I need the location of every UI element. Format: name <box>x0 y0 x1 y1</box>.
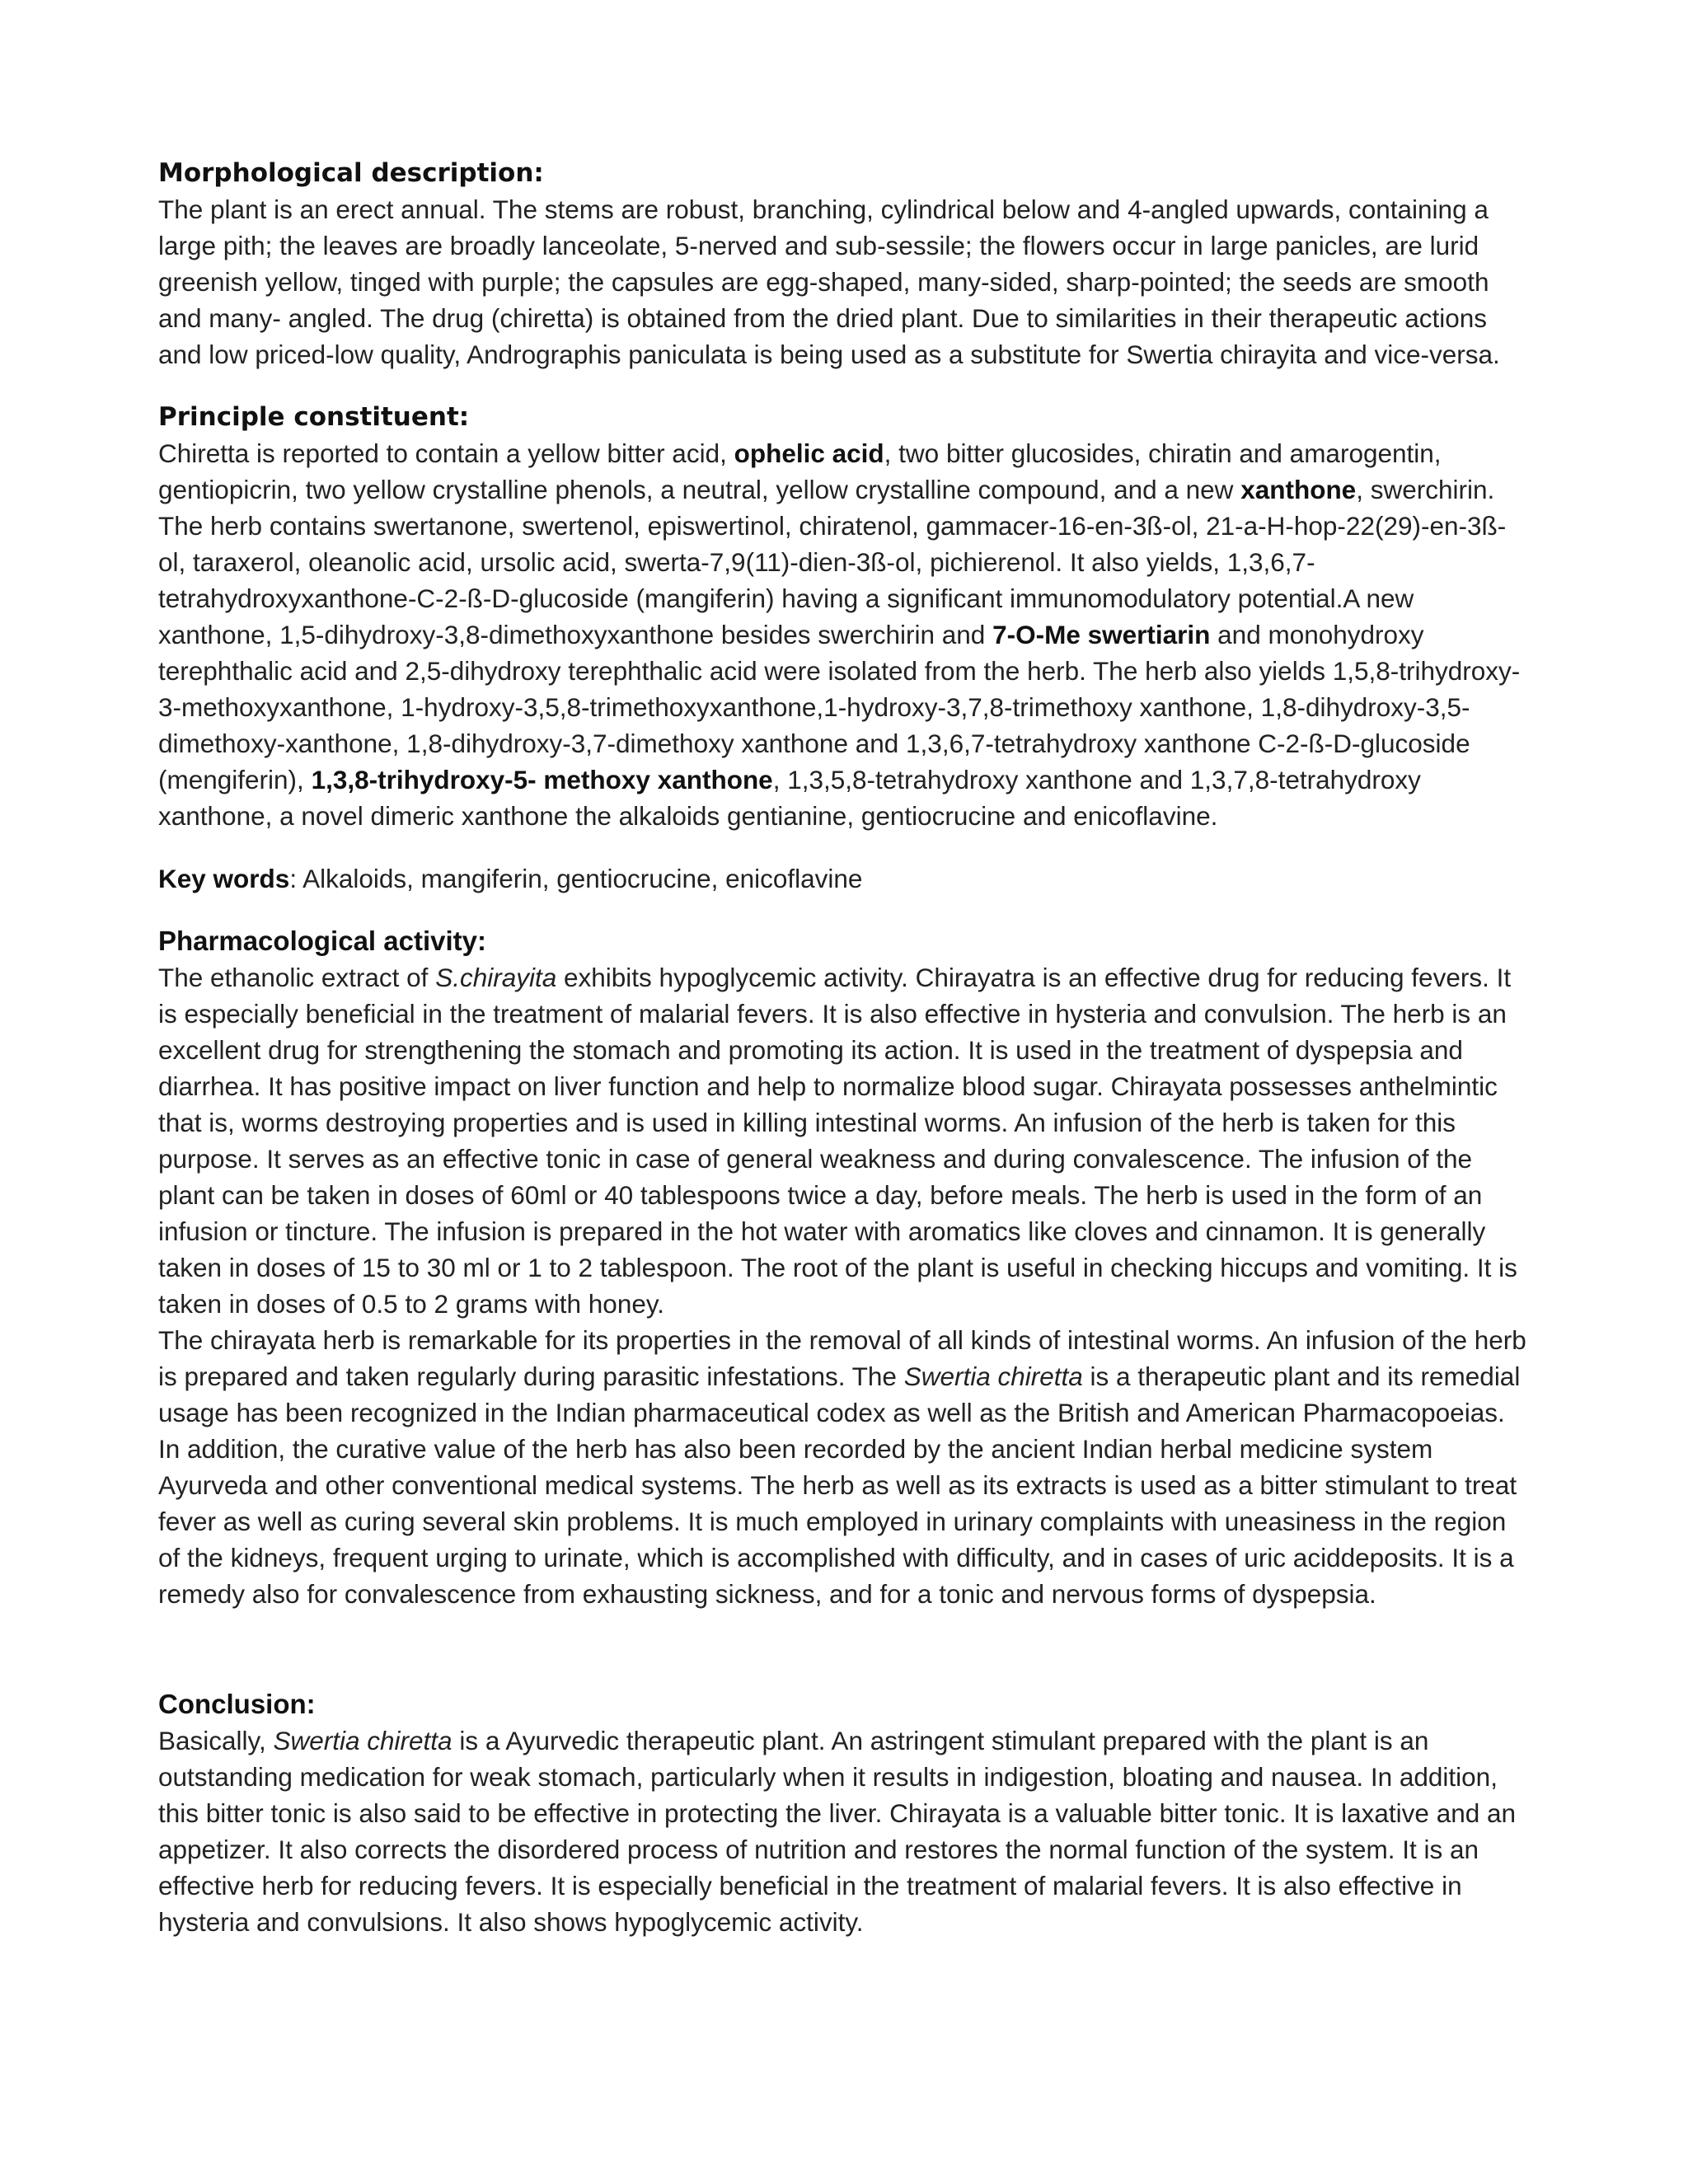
pharmacological-text-2 <box>158 1322 1526 1612</box>
xanthone-term: xanthone <box>1240 475 1357 504</box>
conclusion-text <box>158 1722 1526 1940</box>
keywords-line <box>158 860 1526 897</box>
constituent-text-part: Chiretta is reported to contain a yellow bitter acid, <box>158 438 734 468</box>
methoxy-xanthone-term: 1,3,8-trihydroxy-5- methoxy xanthone <box>311 765 773 794</box>
species-name: Swertia chiretta <box>903 1361 1083 1391</box>
constituent-text-part: , swerchirin. The herb contains swertanone, swertenol, episwertinol, chiratenol, gammacer-16-en-3ß-ol, 21-a-H-hop-22(29)-en-3ß-ol, taraxerol, oleanolic acid, ursolic acid, swerta-7,9(11)-dien-3ß-ol, pichierenol. It also yields, 1,3,6,7-tetrahydroxyxanthone-C-2-ß-D-glucoside (mangiferin) having a significant immunomodulatory potential.A new xanthone, 1,5-dihydroxy-3,8-dimethoxyxanthone besides swerchirin and <box>158 475 1507 649</box>
constituent-text-part: , 1,3,5,8-tetrahydroxy xanthone and 1,3,7,8-tetrahydroxy xanthone, a novel dimeric xanthone the alkaloids gentianine, gentiocrucine and enicoflavine. <box>158 765 1421 831</box>
ophelic-acid-term: ophelic acid <box>734 438 884 468</box>
species-name: Swertia chiretta <box>273 1726 452 1755</box>
keywords-text: : Alkaloids, mangiferin, gentiocrucine, enicoflavine <box>289 864 863 893</box>
pharma-text-part: The chirayata herb is remarkable for its properties in the removal of all kinds of intestinal worms. An infusion of the herb is prepared and taken regularly during parasitic infestations. The <box>158 1325 1526 1391</box>
pharmacological-text-1 <box>158 959 1526 1322</box>
morphological-text: The plant is an erect annual. The stems are robust, branching, cylindrical below and 4-angled upwards, containing a large pith; the leaves are broadly lanceolate, 5-nerved and sub-sessile; the flowers occur in large panicles, are lurid greenish yellow, tinged with purple; the capsules are egg-shaped, many-sided, sharp-pointed; the seeds are smooth and many- angled. The drug (chiretta) is obtained from the dried plant. Due to similarities in their therapeutic actions and low priced-low quality, Andrographis paniculata is being used as a substitute for Swertia chirayita and vice-versa. <box>158 194 1500 369</box>
morphological-section <box>158 155 1526 373</box>
conclusion-text-part: is a Ayurvedic therapeutic plant. An astringent stimulant prepared with the plant is an outstanding medication for weak stomach, particularly when it results in indigestion, bloating and nausea. In addition, this bitter tonic is also said to be effective in protecting the liver. Chirayata is a valuable bitter tonic. It is laxative and an appetizer. It also corrects the disordered process of nutrition and restores the normal function of the system. It is an effective herb for reducing fevers. It is especially beneficial in the treatment of malarial fevers. It is also effective in hysteria and convulsions. It also shows hypoglycemic activity. <box>158 1726 1517 1937</box>
constituent-text-part: and monohydroxy terephthalic acid and 2,5-dihydroxy terephthalic acid were isolated from the herb. The herb also yields 1,5,8-trihydroxy-3-methoxyxanthone, 1-hydroxy-3,5,8-trimethoxyxanthone,1-hydroxy-3,7,8-trimethoxy xanthone, 1,8-dihydroxy-3,5-dimethoxy-xanthone, 1,8-dihydroxy-3,7-dimethoxy xanthone and 1,3,6,7-tetrahydroxy xanthone C-2-ß-D-glucoside (mengiferin), <box>158 620 1521 794</box>
keywords-label: Key words <box>158 864 290 893</box>
constituent-text <box>158 435 1526 834</box>
pharma-text-part: is a therapeutic plant and its remedial usage has been recognized in the Indian pharmaceutical codex as well as the British and American Pharmacopoeias. In addition, the curative value of the herb has also been recorded by the ancient Indian herbal medicine system Ayurveda and other conventional medical systems. The herb as well as its extracts is used as a bitter stimulant to treat fever as well as curing several skin problems. It is much employed in urinary complaints with uneasiness in the region of the kidneys, frequent urging to urinate, which is accomplished with difficulty, and in cases of uric aciddeposits. It is a remedy also for convalescence from exhausting sickness, and for a tonic and nervous forms of dyspepsia. <box>158 1361 1521 1609</box>
document-page <box>158 155 1526 1966</box>
pharma-text-part: exhibits hypoglycemic activity. Chirayatra is an effective drug for reducing fevers. It is especially beneficial in the treatment of malarial fevers. It is also effective in hysteria and convulsion. The herb is an excellent drug for strengthening the stomach and promoting its action. It is used in the treatment of dyspepsia and diarrhea. It has positive impact on liver function and help to normalize blood sugar. Chirayata possesses anthelmintic that is, worms destroying properties and is used in killing intestinal worms. An infusion of the herb is taken for this purpose. It serves as an effective tonic in case of general weakness and during convalescence. The infusion of the plant can be taken in doses of 60ml or 40 tablespoons twice a day, before meals. The herb is used in the form of an infusion or tincture. The infusion is prepared in the hot water with aromatics like cloves and cinnamon. It is generally taken in doses of 15 to 30 ml or 1 to 2 tablespoon. The root of the plant is useful in checking hiccups and vomiting. It is taken in doses of 0.5 to 2 grams with honey. <box>158 963 1517 1319</box>
conclusion-section <box>158 1686 1526 1940</box>
constituent-section <box>158 399 1526 834</box>
conclusion-heading: Conclusion: <box>158 1689 316 1719</box>
swertiarin-term: 7-O-Me swertiarin <box>992 620 1211 649</box>
morphological-heading: Morphological description: <box>158 158 544 188</box>
pharmacological-section <box>158 923 1526 1612</box>
pharma-text-part: The ethanolic extract of <box>158 963 436 992</box>
constituent-text-part: , two bitter glucosides, chiratin and amarogentin, gentiopicrin, two yellow crystalline phenols, a neutral, yellow crystalline compound, and a new <box>158 438 1442 504</box>
constituent-heading: Principle constituent: <box>158 402 470 432</box>
pharmacological-heading: Pharmacological activity: <box>158 926 486 956</box>
species-name: S.chirayita <box>435 963 557 992</box>
keywords-section <box>158 860 1526 897</box>
conclusion-text-part: Basically, <box>158 1726 274 1755</box>
